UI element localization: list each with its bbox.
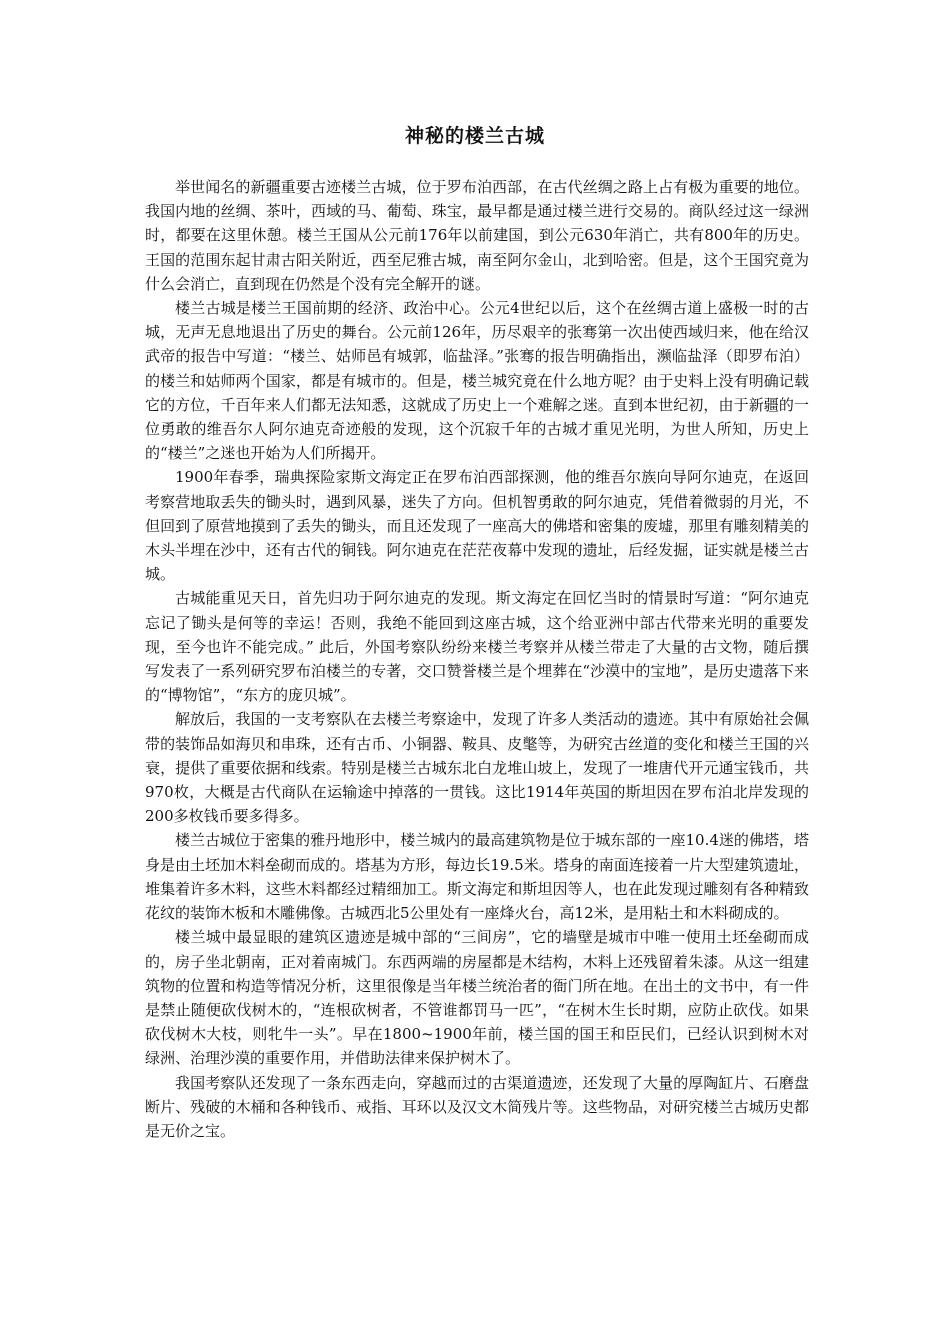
paragraph-4: 古城能重见天日，首先归功于阿尔迪克的发现。斯文海定在回忆当时的情景时写道：“阿尔迪克忘记了锄头是何等的幸运！否则，我绝不能回到这座古城，这个给亚洲中部古代带来光明的重要发现，至今也许不能完成。” 此后，外国考察队纷纷来楼兰考察并从楼兰带走了大量的古文物，随后撰写发表了一系列研究罗布泊楼兰的专著，交口赞誉楼兰是个埋葬在“沙漠中的宝地”，是历史遗落下来的“博物馆”，“东方的庞贝城”。 bbox=[145, 589, 809, 705]
paragraph-3: 1900年春季，瑞典探险家斯文海定正在罗布泊西部探测，他的维吾尔族向导阿尔迪克，在返回考察营地取丢失的锄头时，遇到风暴，迷失了方向。但机智勇敢的阿尔迪克，凭借着微弱的月光，不但回到了原营地摸到了丢失的锄头，而且还发现了一座高大的佛塔和密集的废墟，那里有雕刻精美的木头半埋在沙中，还有古代的铜钱。阿尔迪克在茫茫夜幕中发现的遗址，后经发掘，证实就是楼兰古城。 bbox=[145, 468, 809, 584]
paragraph-5: 解放后，我国的一支考察队在去楼兰考察途中，发现了许多人类活动的遗迹。其中有原始社会佩带的装饰品如海贝和串珠，还有古币、小铜器、鞍具、皮氅等，为研究古丝道的变化和楼兰王国的兴衰，提供了重要依据和线索。特别是楼兰古城东北白龙堆山坡上，发现了一堆唐代开元通宝钱币，共970枚，大概是古代商队在运输途中掉落的一贯钱。这比1914年英国的斯坦因在罗布泊北岸发现的200多枚钱币要多得多。 bbox=[145, 710, 809, 826]
paragraph-2: 楼兰古城是楼兰王国前期的经济、政治中心。公元4世纪以后，这个在丝绸古道上盛极一时的古城，无声无息地退出了历史的舞台。公元前126年，历尽艰辛的张骞第一次出使西域归来，他在给汉武帝的报告中写道：“楼兰、姑师邑有城郭，临盐泽。”张骞的报告明确指出，濒临盐泽（即罗布泊）的楼兰和姑师两个国家，都是有城市的。但是，楼兰城究竟在什么地方呢？由于史料上没有明确记载它的方位，千百年来人们都无法知悉，这就成了历史上一个难解之迷。直到本世纪初，由于新疆的一位勇敢的维吾尔人阿尔迪克奇迹般的发现，这个沉寂千年的古城才重见光明，为世人所知，历史上的“楼兰”之迷也开始为人们所揭开。 bbox=[145, 299, 809, 463]
paragraph-8: 我国考察队还发现了一条东西走向，穿越而过的古渠道遗迹，还发现了大量的厚陶缸片、石磨盘断片、残破的木桶和各种钱币、戒指、耳环以及汉文木简残片等。这些物品，对研究楼兰古城历史都是无价之宝。 bbox=[145, 1073, 809, 1140]
paragraph-6: 楼兰古城位于密集的雅丹地形中，楼兰城内的最高建筑物是位于城东部的一座10.4迷的佛塔，塔身是由土坯加木料垒砌而成的。塔基为方形，每边长19.5米。塔身的南面连接着一片大型建筑遗址，堆集着许多木料，这些木料都经过精细加工。斯文海定和斯坦因等人，也在此发现过雕刻有各种精致花纹的装饰木板和木雕佛像。古城西北5公里处有一座烽火台，高12米，是用粘土和木料砌成的。 bbox=[145, 831, 809, 923]
document-title: 神秘的楼兰古城 bbox=[404, 125, 545, 147]
paragraph-1: 举世闻名的新疆重要古迹楼兰古城，位于罗布泊西部，在古代丝绸之路上占有极为重要的地位。我国内地的丝绸、茶叶，西域的马、葡萄、珠宝，最早都是通过楼兰进行交易的。商队经过这一绿洲时，都要在这里休憩。楼兰王国从公元前176年以前建国，到公元630年消亡，共有800年的历史。王国的范围东起甘肃古阳关附近，西至尼雅古城，南至阿尔金山，北到哈密。但是，这个王国究竟为什么会消亡，直到现在仍然是个没有完全解开的谜。 bbox=[145, 178, 809, 293]
paragraph-7: 楼兰城中最显眼的建筑区遗迹是城中部的“三间房”，它的墙壁是城市中唯一使用土坯垒砌而成的，房子坐北朝南，正对着南城门。东西两端的房屋都是木结构，木料上还残留着朱漆。从这一组建筑物的位置和构造等情况分析，这里很像是当年楼兰统治者的衙门所在地。在出土的文书中，有一件是禁止随便砍伐树木的，“连根砍树者，不管谁都罚马一匹”，“在树木生长时期，应防止砍伐。如果砍伐树木大枝，则牝牛一头”。早在1800~1900年前，楼兰国的国王和臣民们，已经认识到树木对绿洲、治理沙漠的重要作用，并借助法律来保护树木了。 bbox=[145, 928, 809, 1068]
document-body bbox=[145, 175, 809, 1143]
